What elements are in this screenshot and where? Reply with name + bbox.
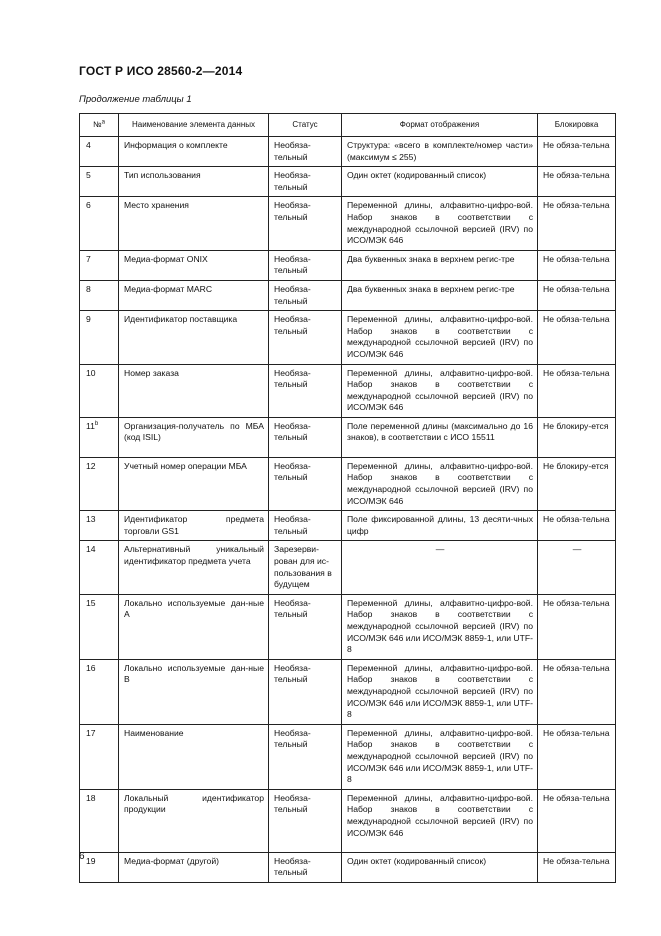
row-status xyxy=(269,250,342,280)
row-status-text: Необяза-тельный xyxy=(274,314,311,336)
row-element-name-text: Медиа-формат (другой) xyxy=(124,855,219,866)
row-status xyxy=(269,137,342,167)
row-number xyxy=(80,167,119,197)
row-number xyxy=(80,852,119,882)
row-element-name-text: Медиа-формат ONIX xyxy=(124,253,208,264)
row-lock-text: Не обяза-тельна xyxy=(543,855,610,866)
row-number-text: 17 xyxy=(86,727,96,738)
row-format xyxy=(342,594,538,659)
row-lock-text: Не обяза-тельна xyxy=(543,367,610,378)
row-status-text: Необяза-тельный xyxy=(274,855,311,878)
table-row xyxy=(80,417,616,457)
row-number xyxy=(80,364,119,417)
row-element-name xyxy=(119,457,269,510)
row-format-text: Переменной длины, алфавитно-цифро-вой. Набор знаков в соответствии с международной ссылочной версией (IRV) по ИСО/МЭК 646 или ИСО/МЭК 8859-1, или UTF-8 xyxy=(347,597,533,655)
row-format-text: Переменной длины, алфавитно-цифро-вой. Набор знаков в соответствии с международной ссылочной версией (IRV) по ИСО/МЭК 646 или ИСО/МЭК 8859-1, или UTF-8 xyxy=(347,662,533,720)
row-format-text: Два буквенных знака в верхнем регис-тре xyxy=(347,253,515,264)
row-lock xyxy=(538,594,616,659)
row-format-text: Один октет (кодированный список) xyxy=(347,855,487,866)
row-status-text: Зарезерви-рован для ис-пользования в будущем xyxy=(274,544,332,590)
row-status xyxy=(269,364,342,417)
row-format xyxy=(342,364,538,417)
row-number xyxy=(80,311,119,364)
row-number-text: 11 xyxy=(86,420,95,431)
row-status xyxy=(269,724,342,789)
row-element-name xyxy=(119,594,269,659)
table-row xyxy=(80,457,616,510)
column-header-name: Наименование элемента данных xyxy=(119,114,269,137)
row-footnote-marker: b xyxy=(94,421,99,428)
row-status xyxy=(269,541,342,594)
row-element-name xyxy=(119,311,269,364)
row-number-text: 12 xyxy=(86,460,96,471)
row-lock-text: Не обяза-тельна xyxy=(543,314,610,325)
row-format xyxy=(342,280,538,310)
row-element-name-text: Наименование xyxy=(124,727,184,738)
row-element-name xyxy=(119,364,269,417)
row-number xyxy=(80,417,119,457)
row-format-text: Поле переменной длины (максимально до 16 знаков), в соответствии с ИСО 15511 xyxy=(347,420,533,443)
row-status xyxy=(269,852,342,882)
table-row xyxy=(80,724,616,789)
row-number xyxy=(80,511,119,541)
row-lock xyxy=(538,789,616,852)
row-status-text: Необяза-тельный xyxy=(274,170,311,192)
row-number xyxy=(80,659,119,724)
table-row xyxy=(80,280,616,310)
row-format-text: Структура: «всего в комплекте/номер части» (максимум ≤ 255) xyxy=(347,140,533,162)
row-status-text: Необяза-тельный xyxy=(274,420,311,443)
row-number-text: 19 xyxy=(86,855,96,866)
row-lock xyxy=(538,137,616,167)
row-format xyxy=(342,789,538,852)
row-lock-text: Не обяза-тельна xyxy=(543,662,610,673)
row-element-name xyxy=(119,197,269,250)
row-status-text: Необяза-тельный xyxy=(274,514,311,536)
row-format xyxy=(342,852,538,882)
row-status xyxy=(269,417,342,457)
row-lock xyxy=(538,511,616,541)
row-lock-text: Не обяза-тельна xyxy=(543,514,610,525)
row-lock xyxy=(538,280,616,310)
row-format xyxy=(342,511,538,541)
row-number-text: 14 xyxy=(86,544,96,555)
row-format-text: — xyxy=(435,544,445,555)
row-status-text: Необяза-тельный xyxy=(274,727,311,750)
row-status-text: Необяза-тельный xyxy=(274,200,311,222)
row-number xyxy=(80,541,119,594)
row-element-name-text: Локальный идентификатор продукции xyxy=(124,792,264,815)
row-number-text: 8 xyxy=(86,283,91,294)
row-element-name-text: Учетный номер операции МБА xyxy=(124,460,247,471)
row-number-text: 15 xyxy=(86,597,96,608)
row-number xyxy=(80,250,119,280)
row-element-name xyxy=(119,167,269,197)
row-element-name xyxy=(119,417,269,457)
row-number xyxy=(80,457,119,510)
row-number-text: 9 xyxy=(86,314,91,325)
column-header-status: Статус xyxy=(269,114,342,137)
row-number xyxy=(80,594,119,659)
row-format xyxy=(342,197,538,250)
row-element-name-text: Тип использования xyxy=(124,170,201,181)
column-header-lock: Блокировка xyxy=(538,114,616,137)
row-number xyxy=(80,789,119,852)
table-row xyxy=(80,594,616,659)
row-format xyxy=(342,137,538,167)
row-format xyxy=(342,659,538,724)
row-lock-text: Не блокиру-ется xyxy=(543,460,609,471)
row-status xyxy=(269,457,342,510)
row-format xyxy=(342,724,538,789)
row-status xyxy=(269,789,342,852)
row-element-name xyxy=(119,852,269,882)
row-element-name-text: Локально используемые дан-ные A xyxy=(124,597,264,620)
row-format-text: Поле фиксированной длины, 13 десяти-чных цифр xyxy=(347,514,533,536)
row-lock xyxy=(538,852,616,882)
row-lock-text: Не обяза-тельна xyxy=(543,253,610,264)
row-format xyxy=(342,167,538,197)
table-row xyxy=(80,659,616,724)
column-header-format: Формат отображения xyxy=(342,114,538,137)
row-lock xyxy=(538,167,616,197)
row-format xyxy=(342,250,538,280)
row-status xyxy=(269,659,342,724)
row-format xyxy=(342,417,538,457)
row-format-text: Переменной длины, алфавитно-цифро-вой. Набор знаков в соответствии с международной ссылочной версией (IRV) по ИСО/МЭК 646 или ИСО/МЭК 8859-1, или UTF-8 xyxy=(347,727,533,785)
data-elements-table xyxy=(79,113,616,883)
row-status-text: Необяза-тельный xyxy=(274,460,311,483)
row-element-name xyxy=(119,659,269,724)
document-header: ГОСТ Р ИСО 28560-2—2014 xyxy=(79,64,243,78)
table-header-row xyxy=(80,114,616,137)
row-status-text: Необяза-тельный xyxy=(274,283,311,306)
row-status xyxy=(269,511,342,541)
row-status-text: Необяза-тельный xyxy=(274,662,311,685)
row-lock-text: Не обяза-тельна xyxy=(543,170,610,181)
table-caption: Продолжение таблицы 1 xyxy=(79,94,192,105)
row-lock xyxy=(538,250,616,280)
row-format-text: Один октет (кодированный список) xyxy=(347,170,487,181)
row-number-text: 16 xyxy=(86,662,96,673)
row-lock-text: Не обяза-тельна xyxy=(543,140,610,150)
row-format-text: Два буквенных знака в верхнем регис-тре xyxy=(347,283,515,294)
row-format xyxy=(342,311,538,364)
row-format xyxy=(342,457,538,510)
table-row xyxy=(80,197,616,250)
row-status xyxy=(269,197,342,250)
row-element-name-text: Альтернативный уникальный идентификатор предмета учета xyxy=(124,544,264,567)
row-status-text: Необяза-тельный xyxy=(274,792,311,815)
row-number xyxy=(80,280,119,310)
row-lock-text: Не блокиру-ется xyxy=(543,420,609,431)
row-format-text: Переменной длины, алфавитно-цифро-вой. Набор знаков в соответствии с международной ссылочной версией (IRV) по ИСО/МЭК 646 xyxy=(347,460,533,506)
row-status xyxy=(269,167,342,197)
row-number xyxy=(80,724,119,789)
row-number-text: 18 xyxy=(86,792,96,803)
row-lock-text: Не обяза-тельна xyxy=(543,792,610,803)
row-status-text: Необяза-тельный xyxy=(274,253,311,276)
row-element-name-text: Организация-получатель по МБА (код ISIL) xyxy=(124,420,264,443)
row-status xyxy=(269,311,342,364)
row-format-text: Переменной длины, алфавитно-цифро-вой. Набор знаков в соответствии с международной ссылочной версией (IRV) по ИСО/МЭК 646 xyxy=(347,792,533,838)
table-row xyxy=(80,250,616,280)
table-row xyxy=(80,137,616,167)
row-lock xyxy=(538,724,616,789)
row-number-text: 13 xyxy=(86,514,96,525)
row-status-text: Необяза-тельный xyxy=(274,597,311,620)
row-number-text: 7 xyxy=(86,253,91,264)
row-lock-text: — xyxy=(572,544,582,555)
table-row xyxy=(80,311,616,364)
column-header-number: №$^a$ xyxy=(80,114,119,137)
row-lock xyxy=(538,311,616,364)
row-element-name xyxy=(119,541,269,594)
row-format-text: Переменной длины, алфавитно-цифро-вой. Набор знаков в соответствии с международной ссылочной версией (IRV) по ИСО/МЭК 646 xyxy=(347,200,533,246)
row-element-name xyxy=(119,789,269,852)
row-element-name xyxy=(119,511,269,541)
row-element-name xyxy=(119,280,269,310)
row-element-name-text: Медиа-формат MARC xyxy=(124,283,213,294)
row-status xyxy=(269,594,342,659)
row-lock xyxy=(538,197,616,250)
row-format-text: Переменной длины, алфавитно-цифро-вой. Набор знаков в соответствии с международной ссылочной версией (IRV) по ИСО/МЭК 646 xyxy=(347,314,533,359)
row-number xyxy=(80,197,119,250)
row-lock xyxy=(538,541,616,594)
table-row xyxy=(80,541,616,594)
row-format xyxy=(342,541,538,594)
row-lock xyxy=(538,417,616,457)
row-status-text: Необяза-тельный xyxy=(274,140,311,162)
row-number-text: 6 xyxy=(86,200,91,211)
row-lock-text: Не обяза-тельна xyxy=(543,597,610,608)
row-element-name-text: Место хранения xyxy=(124,200,189,211)
row-format-text: Переменной длины, алфавитно-цифро-вой. Набор знаков в соответствии с международной ссылочной версией (IRV) по ИСО/МЭК 646 xyxy=(347,367,533,413)
row-number-text: 5 xyxy=(86,170,91,181)
row-lock-text: Не обяза-тельна xyxy=(543,283,610,294)
row-element-name xyxy=(119,724,269,789)
row-element-name-text: Номер заказа xyxy=(124,367,179,378)
row-status xyxy=(269,280,342,310)
row-element-name xyxy=(119,137,269,167)
table-row xyxy=(80,167,616,197)
table-row xyxy=(80,852,616,882)
table-row xyxy=(80,364,616,417)
row-lock-text: Не обяза-тельна xyxy=(543,727,610,738)
row-lock xyxy=(538,659,616,724)
row-lock xyxy=(538,364,616,417)
row-element-name-text: Идентификатор предмета торговли GS1 xyxy=(124,514,264,536)
row-status-text: Необяза-тельный xyxy=(274,367,311,390)
row-lock xyxy=(538,457,616,510)
row-lock-text: Не обяза-тельна xyxy=(543,200,610,211)
page-number: 6 xyxy=(79,851,85,862)
row-element-name-text: Идентификатор поставщика xyxy=(124,314,238,325)
row-number-text: 10 xyxy=(86,367,96,378)
table-row xyxy=(80,789,616,852)
row-element-name-text: Информация о комплекте xyxy=(124,140,228,150)
row-element-name-text: Локально используемые дан-ные B xyxy=(124,662,264,685)
row-number-text: 4 xyxy=(86,140,91,150)
table-row xyxy=(80,511,616,541)
row-number xyxy=(80,137,119,167)
row-element-name xyxy=(119,250,269,280)
